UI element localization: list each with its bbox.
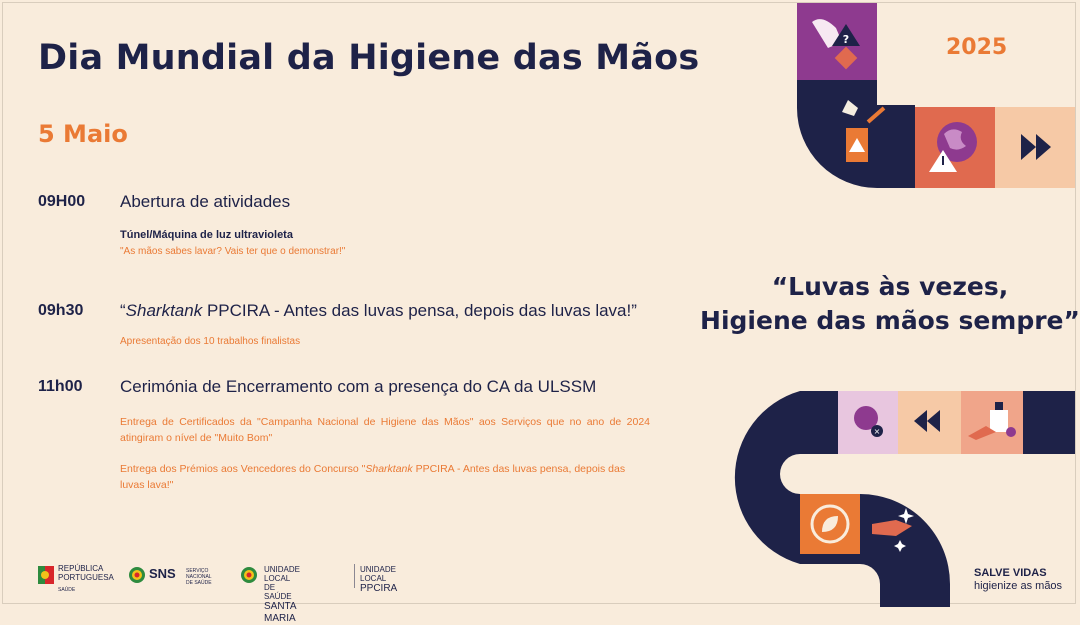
svg-text:×: × [873,427,881,436]
ppcira-logo-text: UNIDADE LOCAL PPCIRA [360,565,398,594]
sns-logo-text: SNS [149,566,176,581]
slogan-subtitle: higienize as mãos [974,580,1063,592]
schedule-subtitle-1: Túnel/Máquina de luz ultravioleta [120,229,293,241]
slogan-title: SALVE VIDAS [974,567,1047,579]
page-title: Dia Mundial da Higiene das Mãos [38,38,700,78]
board-game-graphic [700,0,1080,607]
schedule-subtitle-2: Apresentação dos 10 trabalhos finalistas [120,336,301,347]
uls-logo-icon [240,566,258,584]
republica-logo-text: REPÚBLICA PORTUGUESA SAÚDE [58,564,114,593]
uls-logo-text: UNIDADE LOCAL DE SAÚDE SANTA MARIA [264,565,301,624]
sns-logo-subtext: SERVIÇO NACIONAL DE SAÚDE [186,568,212,586]
schedule-title-1: Abertura de atividades [120,192,291,211]
logo-divider [354,564,355,588]
republica-emblem-icon [38,564,54,586]
tile-navy-end [1023,391,1075,454]
schedule-item-3a: Entrega de Certificados da "Campanha Nacional de Higiene das Mãos" aos Serviços que no ano de 2024 atingiram o nível de "Muito Bom" [120,416,650,444]
sns-logo-icon [128,566,146,584]
event-date: 5 Maio [38,120,128,148]
quote-line-1: “Luvas às vezes, [771,272,1009,301]
quote-line-2: Higiene das mãos sempre” [700,306,1080,335]
schedule-time-3: 11h00 [38,378,83,395]
year-label: 2025 [946,35,1008,60]
schedule-time-1: 09H00 [38,193,86,210]
schedule-time-2: 09h30 [38,302,84,319]
schedule-title-2: “Sharktank PPCIRA - Antes das luvas pensa, depois das luvas lava!” [120,301,637,320]
svg-text:?: ? [842,33,850,46]
schedule-quote-1: "As mãos sabes lavar? Vais ter que o demonstrar!" [120,246,346,257]
schedule-item-3b: Entrega dos Prémios aos Vencedores do Concurso "Sharktank PPCIRA - Antes das luvas pensa, depois das luvas lava!" [120,463,626,491]
schedule-title-3: Cerimónia de Encerramento com a presença do CA da ULSSM [120,377,597,396]
